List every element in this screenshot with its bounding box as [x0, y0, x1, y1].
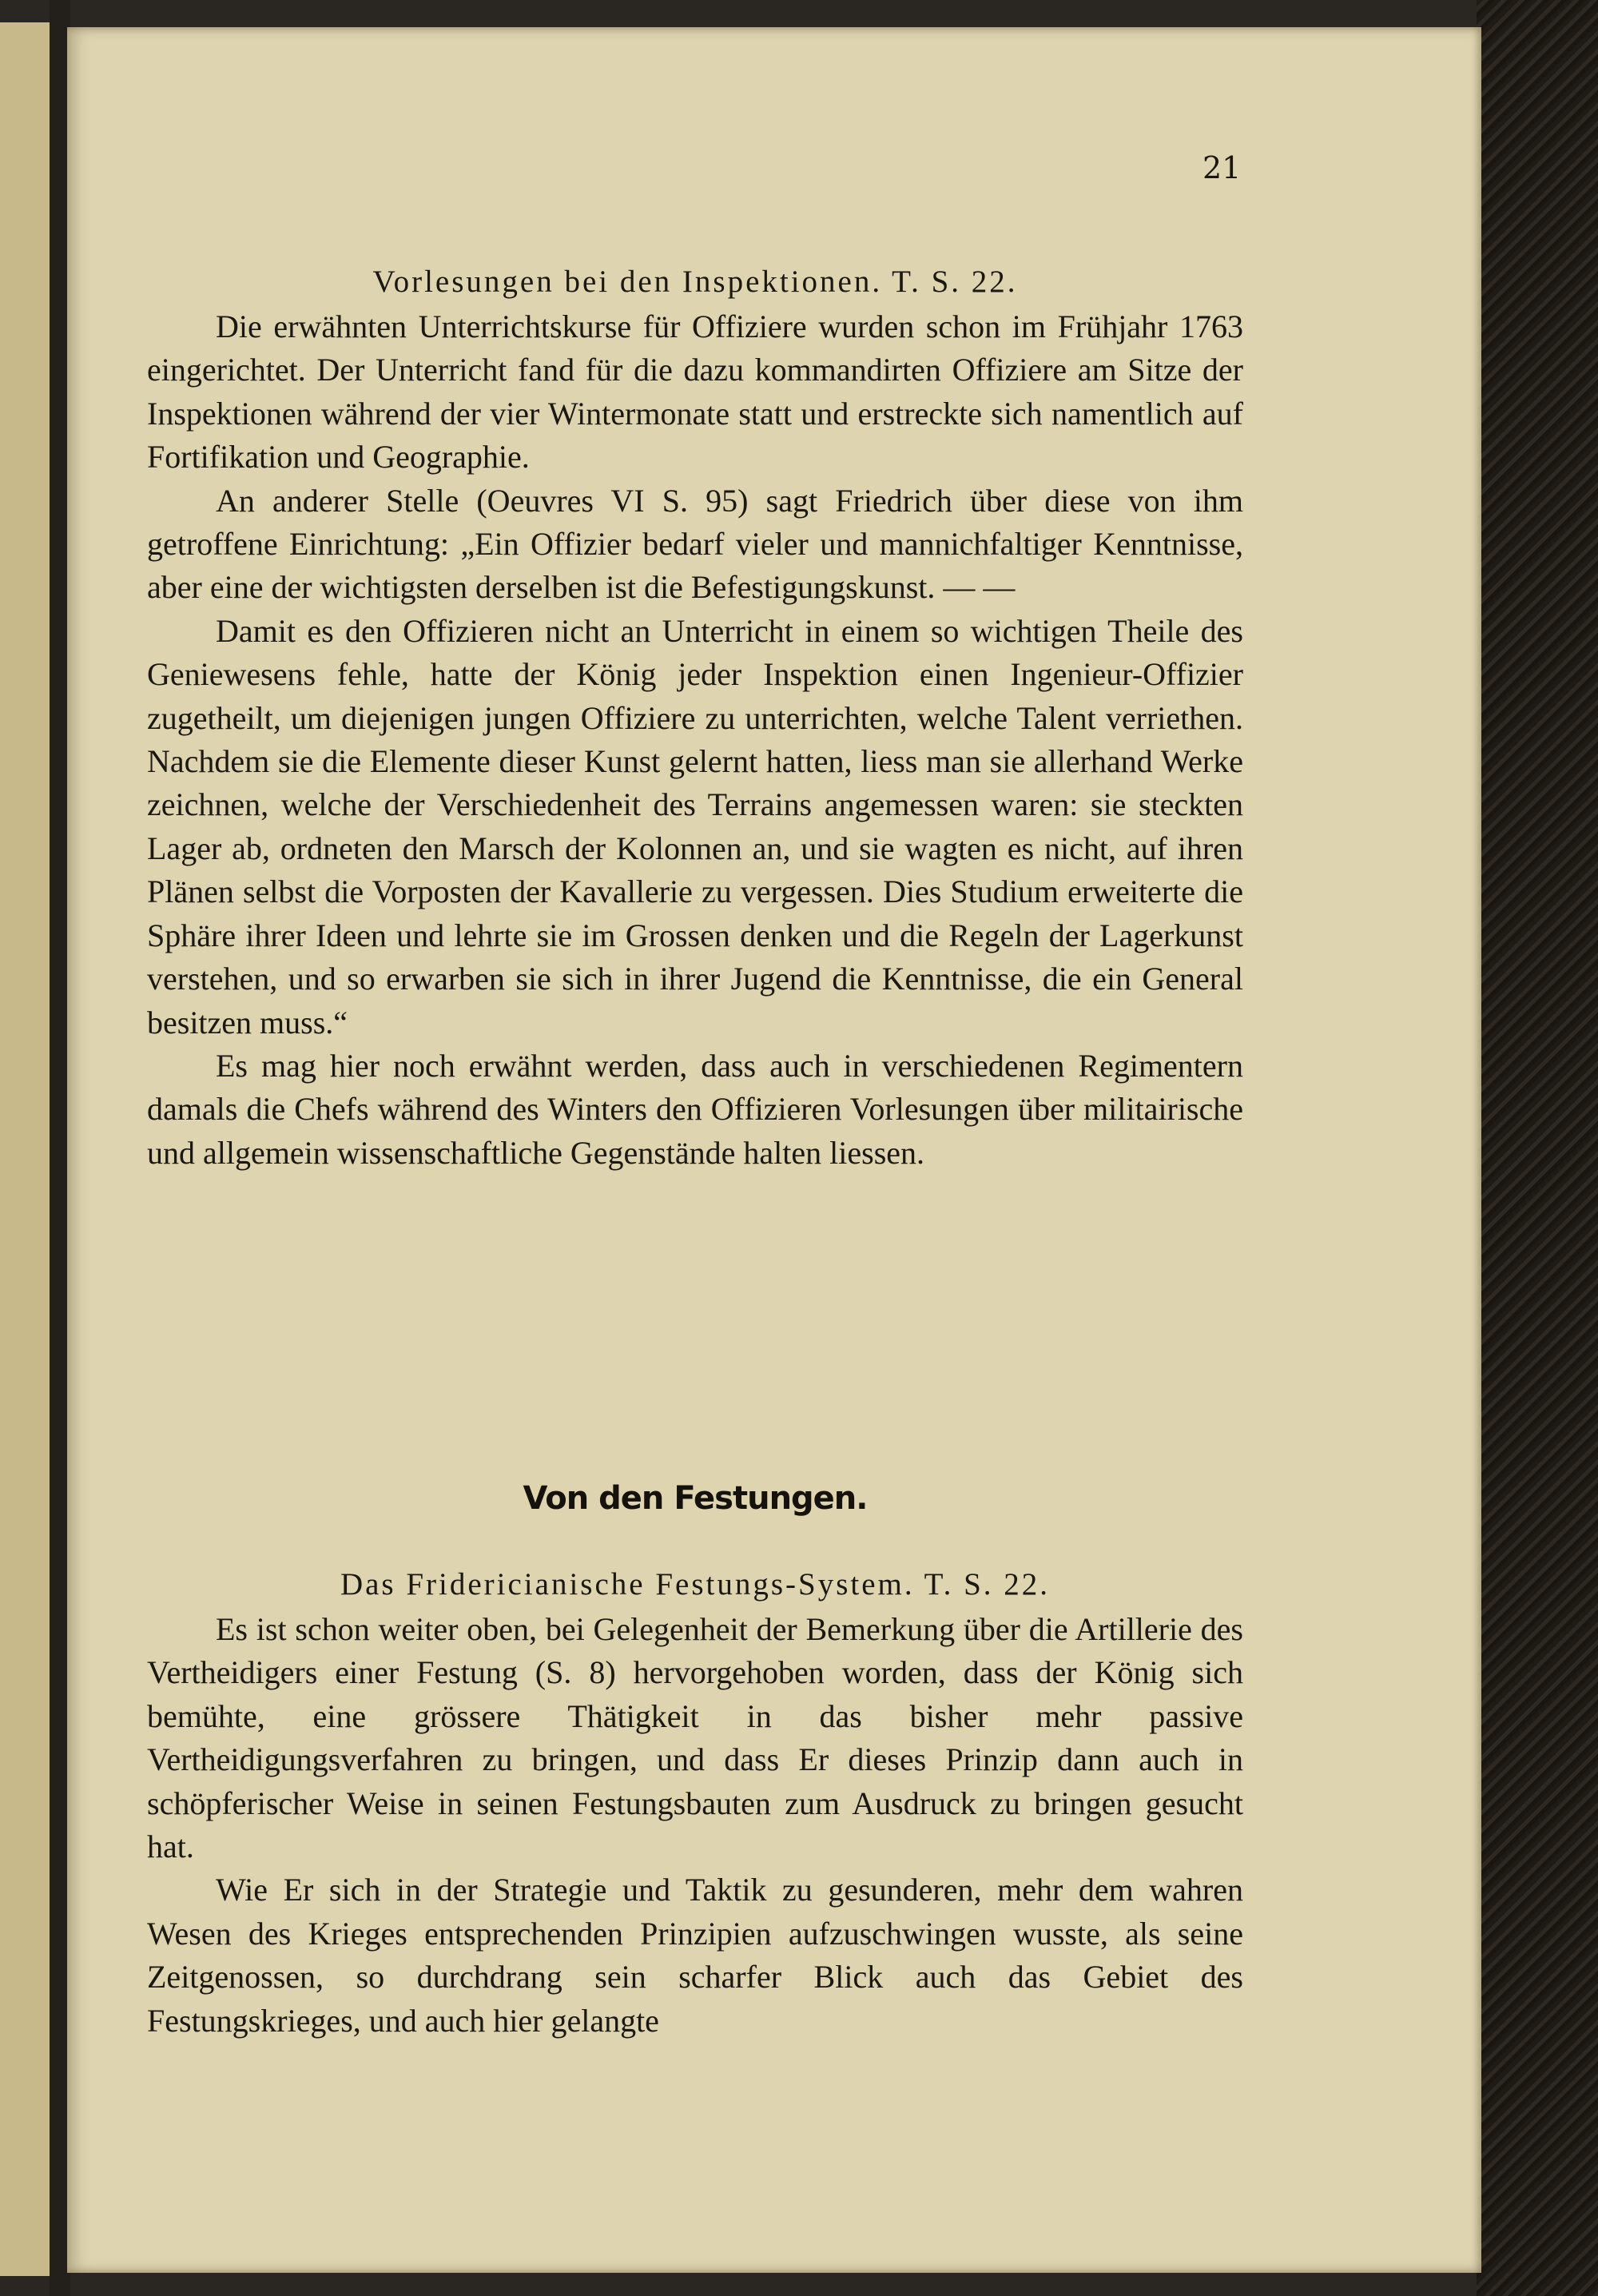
facing-page-edge	[0, 22, 54, 2276]
page-number: 21	[1202, 150, 1242, 185]
subsection-heading: Das Fridericianische Festungs-System. T. S. 22.	[340, 1567, 1051, 1602]
paragraph: An anderer Stelle (Oeuvres VI S. 95) sagt Friedrich über diese von ihm getroffene Einrichtung: „Ein Offizier bedarf vieler und mannichfaltiger Kenntnisse, aber eine der wichtigsten derselben ist die Befestigungskunst. — —	[147, 482, 1243, 606]
paragraph: Wie Er sich in der Strategie und Taktik zu gesunderen, mehr dem wahren Wesen des Krieges entsprechenden Prinzipien aufzuschwingen wusste, als seine Zeitgenossen, so durchdrang sein scharfer Blick auch das Gebiet des Festungskrieges, und auch hier gelangte	[147, 1872, 1243, 2039]
paragraph: Es mag hier noch erwähnt werden, dass auch in verschiedenen Regimentern damals die Chefs während des Winters den Offizieren Vorlesungen über militairische und allgemein wissenschaftliche Gegenstände halten liessen.	[147, 1047, 1243, 1171]
section-fortresses	[147, 1563, 1243, 2043]
section-title: Von den Festungen.	[523, 1480, 868, 1517]
subsection-heading: Vorlesungen bei den Inspektionen. T. S. 22.	[372, 265, 1018, 299]
book-cover-edge	[1477, 0, 1598, 2296]
paragraph: Damit es den Offizieren nicht an Unterricht in einem so wichtigen Theile des Geniewesens fehle, hatte der König jeder Inspektion einen Ingenieur-Offizier zugetheilt, um diejenigen jungen Offiziere zu unterrichten, welche Talent verriethen. Nachdem sie die Elemente dieser Kunst gelernt hatten, liess man sie allerhand Werke zeichnen, welche der Verschiedenheit des Terrains angemessen waren: sie steckten Lager ab, ordneten den Marsch der Kolonnen an, und sie wagten es nicht, auf ihren Plänen selbst die Vorposten der Kavallerie zu vergessen. Dies Studium erweiterte die Sphäre ihrer Ideen und lehrte sie im Grossen denken und die Regeln der Lagerkunst verstehen, und so erwarben sie sich in ihrer Jugend die Kenntnisse, die ein General besitzen muss.“	[147, 612, 1243, 1041]
paragraph: Es ist schon weiter oben, bei Gelegenheit der Bemerkung über die Artillerie des Vertheidigers einer Festung (S. 8) hervorgehoben worden, dass der König sich bemühte, eine grössere Thätigkeit in das bisher mehr passive Vertheidigungsverfahren zu bringen, und dass Er dieses Prinzip dann auch in schöpferischer Weise in seinen Festungsbauten zum Ausdruck zu bringen gesucht hat.	[147, 1611, 1243, 1865]
paragraph: Die erwähnten Unterrichtskurse für Offiziere wurden schon im Frühjahr 1763 eingerichtet. Der Unterricht fand für die dazu kommandirten Offiziere am Sitze der Inspektionen während der vier Wintermonate statt und erstreckte sich namentlich auf Fortifikation und Geographie.	[147, 308, 1243, 476]
section-inspections	[147, 261, 1243, 1175]
